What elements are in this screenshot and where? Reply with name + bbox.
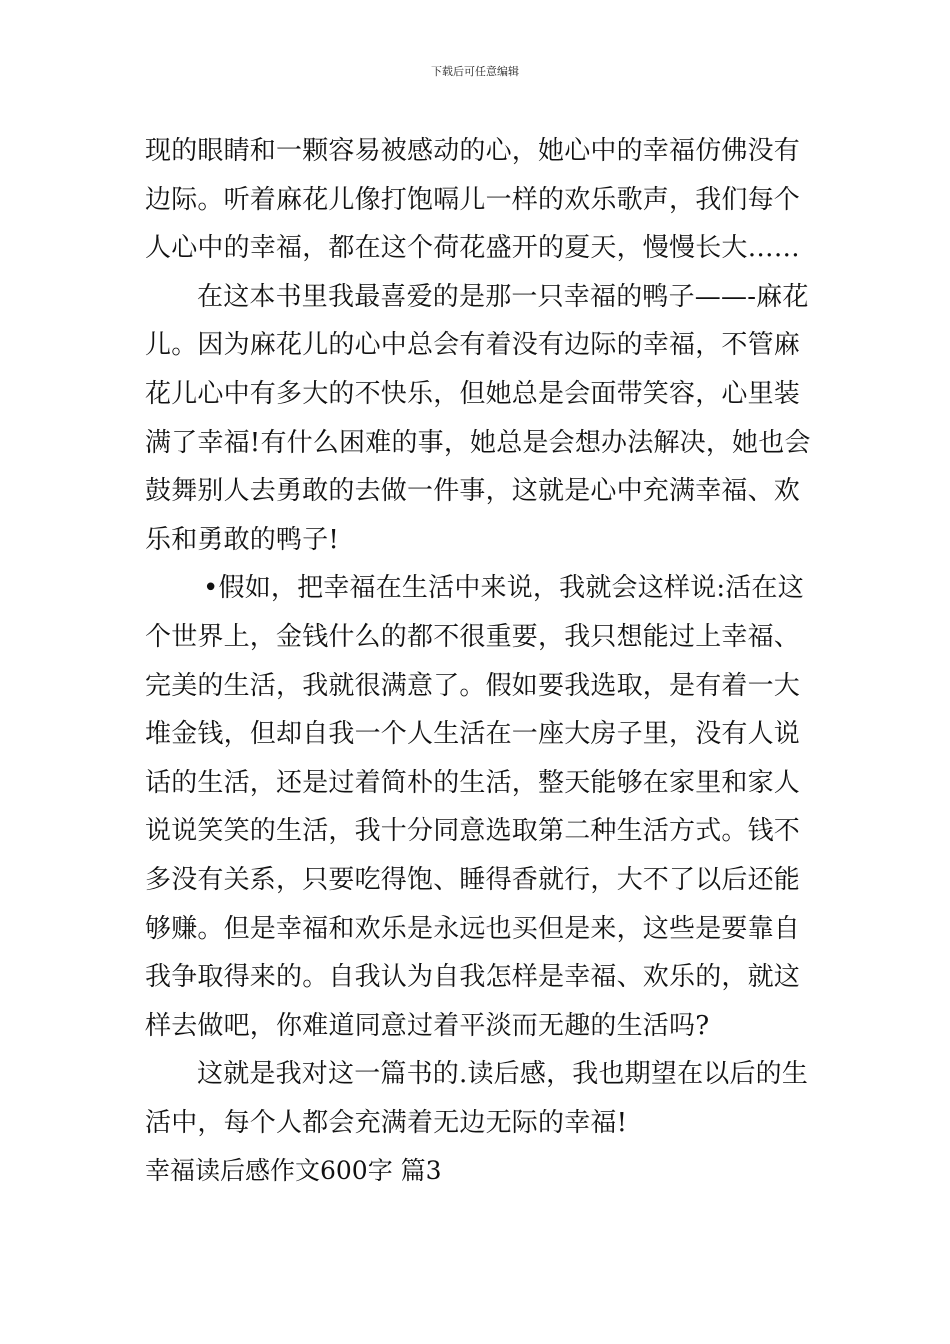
text-line: 这就是我对这一篇书的.读后感，我也期望在以后的生 — [197, 1059, 809, 1090]
text-line: 话的生活，还是过着简朴的生活，整天能够在家里和家人 — [145, 767, 801, 798]
text-line: 个世界上，金钱什么的都不很重要，我只想能过上幸福、 — [145, 621, 801, 652]
header-note: 下载后可任意编辑 — [431, 65, 519, 78]
text-line: 人心中的幸福，都在这个荷花盛开的夏天，慢慢长大…… — [145, 233, 801, 264]
text-line: •假如，把幸福在生活中来说，我就会这样说:活在这 — [203, 573, 804, 604]
paragraph — [145, 564, 815, 1050]
paragraph — [145, 273, 815, 565]
text-line: 满了幸福!有什么困难的事，她总是会想办法解决，她也会 — [145, 427, 811, 458]
text-line: 花儿心中有多大的不快乐，但她总是会面带笑容，心里装 — [145, 378, 801, 409]
paragraph-continued — [145, 127, 815, 273]
text-line: 边际。听着麻花儿像打饱嗝儿一样的欢乐歌声，我们每个 — [145, 184, 801, 215]
text-line: 鼓舞别人去勇敢的去做一件事，这就是心中充满幸福、欢 — [145, 476, 801, 507]
text-line: 完美的生活，我就很满意了。假如要我选取，是有着一大 — [145, 670, 801, 701]
text-line: 现的眼睛和一颗容易被感动的心，她心中的幸福仿佛没有 — [145, 136, 801, 166]
text-line: 我争取得来的。自我认为自我怎样是幸福、欢乐的，就这 — [145, 962, 801, 993]
text-line: 在这本书里我最喜爱的是那一只幸福的鸭子——-麻花 — [197, 281, 809, 312]
text-line: 堆金钱，但却自我一个人生活在一座大房子里，没有人说 — [145, 719, 801, 750]
text-line: 活中，每个人都会充满着无边无际的幸福! — [145, 1107, 628, 1138]
section-heading: 幸福读后感作文600字 篇3 — [145, 1156, 442, 1186]
text-line: 样去做吧，你难道同意过着平淡而无趣的生活吗? — [145, 1010, 710, 1041]
text-line: 够赚。但是幸福和欢乐是永远也买但是来，这些是要靠自 — [145, 913, 801, 944]
text-line: 乐和勇敢的鸭子! — [145, 524, 340, 555]
document-body — [145, 127, 815, 1196]
paragraph — [145, 1050, 815, 1147]
text-line: 儿。因为麻花儿的心中总会有着没有边际的幸福，不管麻 — [145, 330, 801, 361]
text-line: 多没有关系，只要吃得饱、睡得香就行，大不了以后还能 — [145, 864, 801, 895]
text-line: 说说笑笑的生活，我十分同意选取第二种生活方式。钱不 — [145, 816, 801, 847]
